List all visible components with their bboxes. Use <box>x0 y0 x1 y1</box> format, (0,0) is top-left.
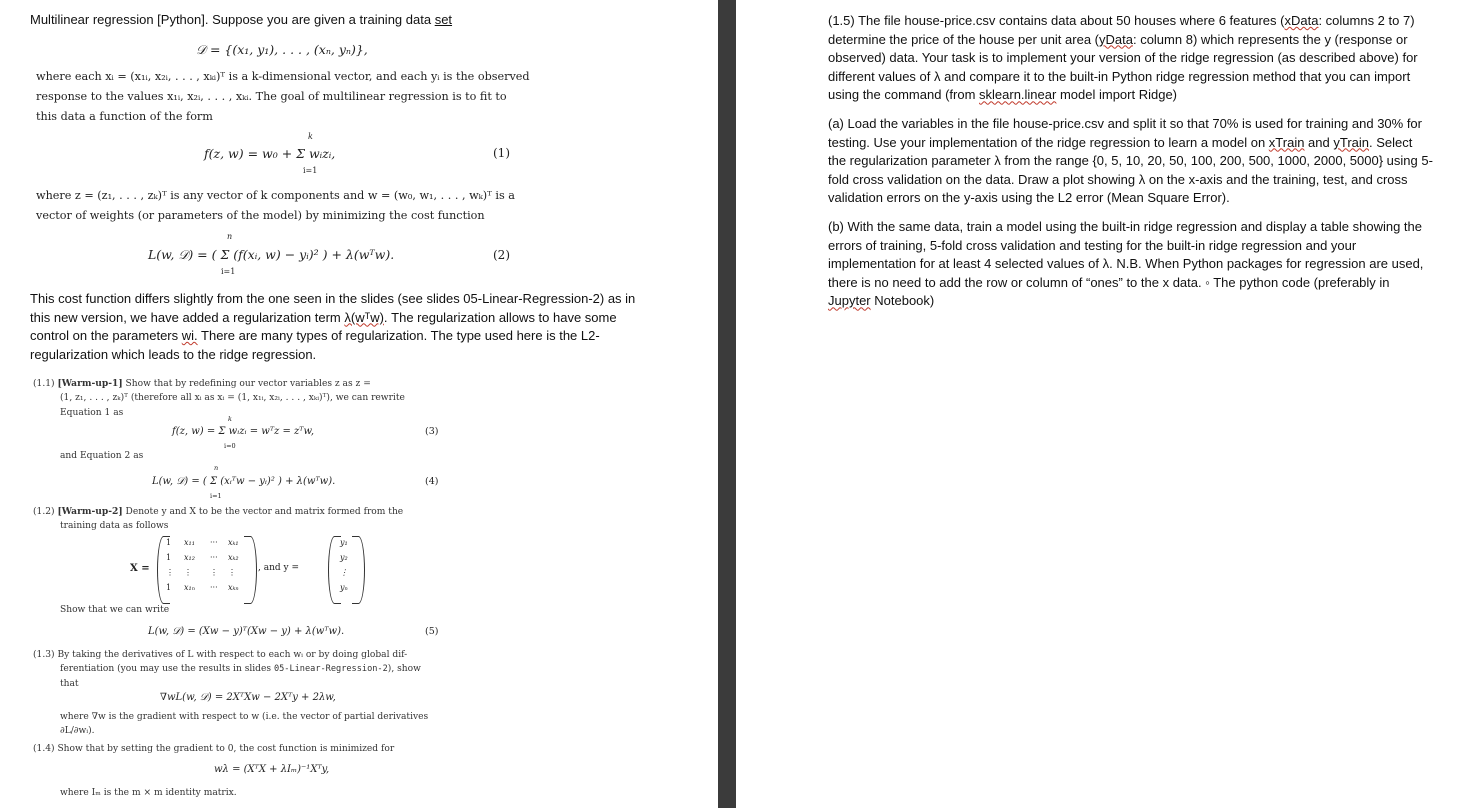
question-1-3-line <box>33 662 421 676</box>
matrix-x-cell: x₁₁ <box>184 538 195 547</box>
gradient-where-line: ∂L/∂wᵢ). <box>60 726 95 737</box>
part-a-line: (a) Load the variables in the file house-price.csv and split it so that 70% is used for training and 30% for <box>828 116 1422 131</box>
xtrain-term: xTrain <box>1268 134 1305 150</box>
paragraph-3-line <box>30 327 635 346</box>
paragraph-1-line: response to the values x₁ᵢ, x₂ᵢ, . . . , xₖᵢ. The goal of multilinear regression is to fit to <box>36 89 507 103</box>
paragraph-2-line: where z = (z₁, . . . , zₖ)ᵀ is any vector of k components and w = (w₀, w₁, . . . , wₖ)ᵀ is a <box>36 189 515 202</box>
part-a-line: validation errors on the y-axis using the L2 error (Mean Square Error). <box>828 190 1230 206</box>
question-title: [Warm-up-2] <box>57 506 123 517</box>
equation-4 <box>152 465 392 503</box>
w-lambda-equation: wλ = (XᵀX + λIₘ)⁻¹Xᵀy, <box>214 764 330 775</box>
question-1-1-line: (1, z₁, . . . , zₖ)ᵀ (therefore all xᵢ as xᵢ = (1, x₁ᵢ, x₂ᵢ, . . . , xₖᵢ)ᵀ), we can rewrite <box>60 393 405 404</box>
text-span: testing. Use your implementation of the ridge regression to learn a model on <box>828 134 1269 150</box>
text-span: . The regularization allows to have some <box>383 309 617 325</box>
matrix-x-cell: x₁₂ <box>184 553 195 562</box>
question-1-5-line: different values of λ and compare it to the built-in Python ridge regression method that you can import <box>828 68 1411 84</box>
matrix-definition <box>128 536 388 604</box>
text-span: : column 8) which represents the y (response or <box>1132 31 1408 47</box>
matrix-x-cell: ··· <box>210 538 218 547</box>
matrix-x-cell: xₖ₂ <box>228 553 239 562</box>
intro-set-word: set <box>434 12 453 27</box>
text-span: : columns 2 to 7) <box>1318 13 1415 28</box>
regularization-term: λ(wᵀw) <box>344 309 384 325</box>
question-label: (1.1) <box>33 379 58 389</box>
equation-1-sum-upper: k <box>308 132 313 141</box>
ytrain-term: yTrain <box>1333 134 1369 150</box>
xdata-term: xData <box>1284 13 1319 28</box>
gradient-equation: ∇wL(w, 𝒟) = 2XᵀXw − 2Xᵀy + 2λw, <box>160 692 336 703</box>
equation-1 <box>204 134 444 176</box>
matrix-right-paren <box>244 536 257 604</box>
question-title: [Warm-up-1] <box>57 378 123 389</box>
equation-4-number: (4) <box>425 476 439 487</box>
equation-2-number: (2) <box>493 248 510 262</box>
question-1-4: (1.4) Show that by setting the gradient to 0, the cost function is minimized for <box>33 744 395 754</box>
text-span: control on the parameters <box>30 328 179 344</box>
text-span: this new version, we have added a regularization term <box>30 309 341 325</box>
page-divider <box>718 0 736 808</box>
part-b-line: there is no need to add the row or column of “ones” to the x data. ◦ The python code (preferably in <box>828 274 1390 290</box>
equation-3-sum-lower: i=0 <box>224 442 236 450</box>
part-a-line <box>828 134 1433 153</box>
intro-line <box>30 11 452 30</box>
question-1-5-line <box>828 12 1418 31</box>
vector-y-cell: y₁ <box>340 538 348 547</box>
question-1-1-line: Equation 1 as <box>60 407 124 418</box>
text-span: There are many types of regularization. The type used here is the L2- <box>197 328 600 344</box>
text-span: using the command (from <box>828 87 980 103</box>
right-page <box>736 0 1480 808</box>
equation-5-number: (5) <box>425 626 439 637</box>
matrix-x-cell: x₁ₙ <box>184 583 195 592</box>
equation-1-sum-lower: i=1 <box>303 166 318 175</box>
question-1-2-line: training data as follows <box>60 521 169 532</box>
paragraph-3 <box>30 290 635 364</box>
equation-4-sum-lower: i=1 <box>210 492 222 500</box>
equation-4-sum-upper: n <box>214 464 219 472</box>
intro-text: Multilinear regression [Python]. Suppose you are given a training data <box>30 12 432 27</box>
gradient-where <box>60 710 428 739</box>
vector-y-cell: ⋮ <box>340 568 348 577</box>
matrix-x-cell: ⋮ <box>228 568 236 577</box>
question-1-3 <box>33 648 421 691</box>
text-span: ferentiation (you may use the results in slides <box>60 664 274 675</box>
identity-where: where Iₘ is the m × m identity matrix. <box>60 788 237 798</box>
equation-2 <box>148 234 468 278</box>
equation-3-number: (3) <box>425 426 439 437</box>
paragraph-2 <box>36 186 515 226</box>
text-span: Show that by redefining our vector variables z as z = <box>122 379 371 389</box>
vector-y-cell: yₙ <box>340 583 348 592</box>
matrix-x-cell: xₖₙ <box>228 583 239 592</box>
text-span: ), show <box>387 664 421 675</box>
part-a <box>828 115 1433 208</box>
wi-term: wi. <box>181 328 198 344</box>
paragraph-3-line: regularization which leads to the ridge regression. <box>30 346 317 362</box>
sklearn-term: sklearn.linear <box>979 87 1057 103</box>
text-span: model import Ridge) <box>1056 87 1177 103</box>
text-span: determine the price of the house per unit area ( <box>828 31 1099 47</box>
matrix-x-cell: ··· <box>210 553 218 562</box>
matrix-x-cell: ⋮ <box>184 568 192 577</box>
jupyter-term: Jupyter <box>828 293 871 309</box>
part-a-line: fold cross validation on the data. Draw a plot showing λ on the x-axis and the training, test, and cross <box>828 171 1408 187</box>
matrix-x-cell: 1 <box>166 583 172 592</box>
ydata-term: yData <box>1099 31 1133 47</box>
matrix-x-cell: xₖ₁ <box>228 538 239 547</box>
question-1-5-line <box>828 31 1418 50</box>
matrix-and-y: , and y = <box>258 563 299 573</box>
question-1-2 <box>33 505 403 534</box>
text-span: (1.5) The file house-price.csv contains data about 50 houses where 6 features ( <box>828 13 1285 28</box>
question-1-5-line <box>828 86 1418 105</box>
vector-y-cell: y₂ <box>340 553 348 562</box>
question-1-3-line: that <box>60 678 79 689</box>
part-b <box>828 218 1423 311</box>
equation-3 <box>172 416 392 452</box>
paragraph-3-line: This cost function differs slightly from the one seen in the slides (see slides 05-Linear-Regression-2) as in <box>30 291 636 306</box>
text-span: Denote y and X to be the vector and matrix formed from the <box>122 507 404 517</box>
equation-4-text: L(w, 𝒟) = ( Σ (xᵢᵀw − yᵢ)² ) + λ(wᵀw). <box>152 476 336 487</box>
equation-2-text: L(w, 𝒟) = ( Σ (f(xᵢ, w) − yᵢ)² ) + λ(wᵀw). <box>148 247 395 262</box>
matrix-x-cell: ··· <box>210 583 218 592</box>
left-page <box>0 0 718 808</box>
show-write: Show that we can write <box>60 605 170 615</box>
slides-reference: 05-Linear-Regression-2 <box>273 664 388 675</box>
text-span: Notebook) <box>870 293 935 309</box>
part-b-line: errors of training, 5-fold cross validation and testing for the built-in ridge regression and your <box>828 237 1357 253</box>
paragraph-2-line: vector of weights (or parameters of the model) by minimizing the cost function <box>36 208 485 222</box>
matrix-x-label: X = <box>130 563 150 574</box>
equation-5: L(w, 𝒟) = (Xw − y)ᵀ(Xw − y) + λ(wᵀw). <box>148 626 345 637</box>
equation-3-text: f(z, w) = Σ wᵢzᵢ = wᵀz = zᵀw, <box>172 426 315 437</box>
text-span: . Select <box>1369 134 1413 150</box>
vector-right-paren <box>352 536 365 604</box>
equation-1-text: f(z, w) = w₀ + Σ wᵢzᵢ, <box>204 146 336 161</box>
part-b-line: implementation for at least 4 selected values of λ. N.B. When Python packages for regression are used, <box>828 256 1424 272</box>
paragraph-1-line: where each xᵢ = (x₁ᵢ, x₂ᵢ, . . . , xₖᵢ)ᵀ is a k-dimensional vector, and each yᵢ is the observed <box>36 70 530 83</box>
question-1-2-line <box>33 505 403 519</box>
matrix-x-cell: 1 <box>166 553 172 562</box>
paragraph-1-line: this data a function of the form <box>36 109 213 123</box>
matrix-x-cell: ⋮ <box>166 568 174 577</box>
gradient-where-line: where ∇w is the gradient with respect to w (i.e. the vector of partial derivatives <box>60 712 429 722</box>
question-1-1 <box>33 377 405 420</box>
question-1-5 <box>828 12 1418 105</box>
paragraph-1 <box>36 67 530 126</box>
equation-1-number: (1) <box>493 146 510 160</box>
equation-2-sum-lower: i=1 <box>221 267 236 276</box>
text-span: and <box>1304 134 1334 150</box>
equation-2-sum-upper: n <box>227 232 233 241</box>
matrix-x-cell: 1 <box>166 538 172 547</box>
and-equation-2: and Equation 2 as <box>60 451 144 461</box>
question-1-1-line <box>33 377 405 391</box>
paragraph-3-line <box>30 309 635 328</box>
question-1-3-line: (1.3) By taking the derivatives of L with respect to each wᵢ or by doing global dif- <box>33 650 408 660</box>
equation-3-sum-upper: k <box>228 415 232 423</box>
question-label: (1.2) <box>33 507 58 517</box>
matrix-x-cell: ⋮ <box>210 568 218 577</box>
part-b-line <box>828 292 1423 311</box>
part-b-line: (b) With the same data, train a model using the built-in ridge regression and display a table showing the <box>828 219 1422 234</box>
question-1-5-line: observed) data. Your task is to implement your version of the ridge regression (as described above) for <box>828 50 1418 66</box>
dataset-definition: 𝒟 = {(x₁, y₁), . . . , (xₙ, yₙ)}, <box>196 42 368 57</box>
part-a-line: the regularization parameter λ from the range {0, 5, 10, 20, 50, 100, 200, 500, 1000, 2000, 5000} using 5- <box>828 153 1433 169</box>
